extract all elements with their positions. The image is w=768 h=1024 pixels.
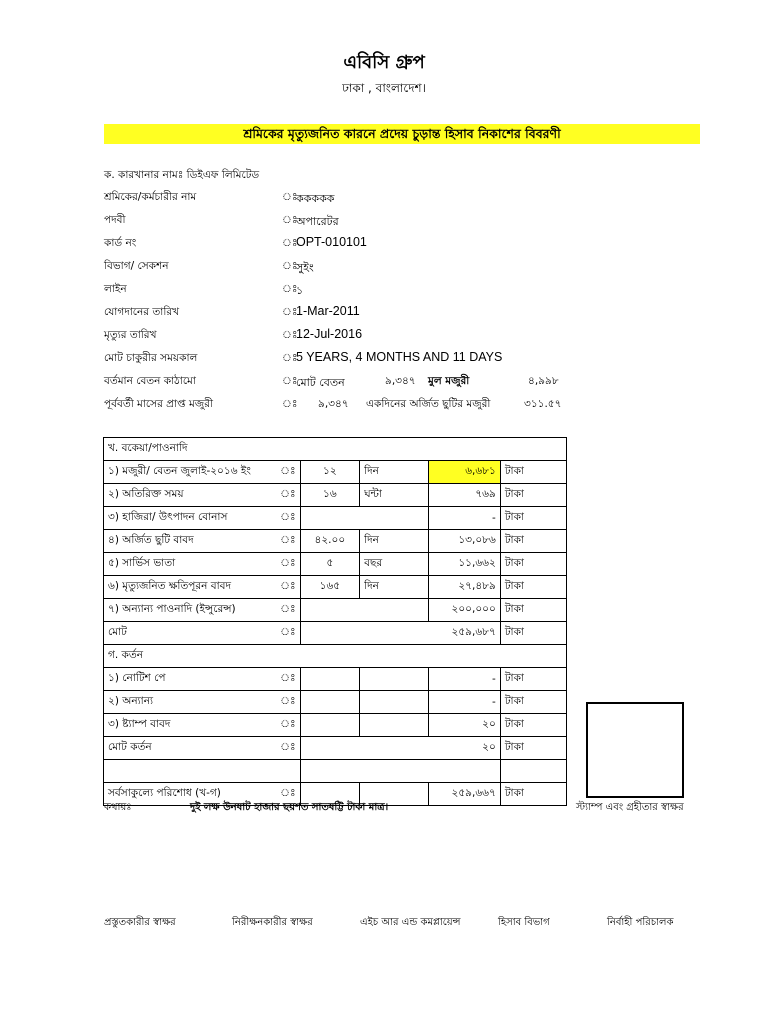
row-unit-empty — [360, 668, 429, 691]
row-label: ১) মজুরী/ বেতন জুলাই-২০১৬ ইং — [104, 461, 277, 484]
colon: ঃ — [276, 599, 300, 622]
row-amount: ৭৬৯ — [429, 484, 501, 507]
colon: ঃ — [276, 461, 300, 484]
row-unit: ঘন্টা — [360, 484, 429, 507]
row-currency: টাকা — [500, 461, 566, 484]
colon: ঃ — [276, 553, 300, 576]
colon: ঃ — [276, 484, 300, 507]
row-currency: টাকা — [500, 553, 566, 576]
net-payment-currency: টাকা — [500, 783, 566, 806]
row-qty: ৪২.০০ — [300, 530, 360, 553]
row-label: ৪) অর্জিত ছুটি বাবদ — [104, 530, 277, 553]
table-row — [104, 599, 567, 622]
colon: ঃ — [276, 622, 300, 645]
row-unit: দিন — [360, 530, 429, 553]
in-words-label: কথায়ঃ — [104, 802, 132, 813]
table-row — [104, 461, 567, 484]
row-currency: টাকা — [500, 576, 566, 599]
gross-salary-value: ৯,৩৪৭ — [385, 375, 416, 387]
table-row — [104, 553, 567, 576]
spacer-row — [104, 760, 567, 783]
row-qty-empty — [300, 668, 360, 691]
row-currency: টাকা — [500, 530, 566, 553]
row-currency: টাকা — [500, 714, 566, 737]
row-currency: টাকা — [500, 484, 566, 507]
total-currency: টাকা — [500, 622, 566, 645]
section-dues-label: খ. বকেয়া/পাওনাদি — [104, 438, 567, 461]
section-header-dues — [104, 438, 567, 461]
row-label: ৫) সার্ভিস ভাতা — [104, 553, 277, 576]
colon: ঃ — [276, 668, 300, 691]
joining-date-value: 1-Mar-2011 — [296, 304, 360, 318]
row-amount: ২০০,০০০ — [429, 599, 501, 622]
row-qty-empty — [300, 599, 429, 622]
colon: ঃ — [282, 191, 298, 203]
row-qty: ১৬ — [300, 484, 360, 507]
row-unit-empty — [360, 714, 429, 737]
row-unit: দিন — [360, 461, 429, 484]
card-no-label: কার্ড নং — [104, 237, 137, 249]
colon: ঃ — [282, 237, 298, 249]
row-qty: ১৬৫ — [300, 576, 360, 599]
row-currency: টাকা — [500, 599, 566, 622]
table-row — [104, 530, 567, 553]
total-amount: ২৫৯,৬৮৭ — [300, 622, 500, 645]
total-deduction-label: মোট কর্তন — [104, 737, 277, 760]
death-date-label: মৃত্যুর তারিখ — [104, 329, 157, 341]
spacer-cell — [500, 760, 566, 783]
daily-leave-wage-value: ৩১১.৫৭ — [524, 398, 562, 410]
signature-executive-director: নির্বাহী পরিচালক — [607, 917, 674, 928]
row-amount: ৬,৬৮১ — [429, 461, 501, 484]
total-row — [104, 622, 567, 645]
basic-salary-value: ৪,৯৯৮ — [528, 375, 559, 387]
colon: ঃ — [282, 260, 298, 272]
stamp-signature-label: স্ট্যাম্প এবং গ্রহীতার স্বাক্ষর — [576, 802, 684, 813]
signature-auditor: নিরীক্ষনকারীর স্বাক্ষর — [232, 917, 313, 928]
colon: ঃ — [282, 398, 298, 410]
row-unit: দিন — [360, 576, 429, 599]
colon: ঃ — [282, 375, 298, 387]
row-currency: টাকা — [500, 507, 566, 530]
colon: ঃ — [282, 329, 298, 341]
row-amount: ২০ — [429, 714, 501, 737]
net-payment-amount: ২৫৯,৬৬৭ — [429, 783, 501, 806]
total-deduction-currency: টাকা — [500, 737, 566, 760]
row-amount: ১৩,০৮৬ — [429, 530, 501, 553]
card-no-value: OPT-010101 — [296, 235, 367, 249]
document-banner: শ্রমিকের মৃত্যুজনিত কারনে প্রদেয় চুড়ান্ত হিসাব নিকাশের বিবরণী — [104, 124, 700, 144]
joining-date-label: যোগদানের তারিখ — [104, 306, 179, 318]
signature-hr-compliance: এইচ আর এন্ড কমপ্লায়েন্স — [360, 917, 461, 928]
section-deductions-label: গ. কর্তন — [104, 645, 567, 668]
designation-label: পদবী — [104, 214, 126, 226]
row-currency: টাকা — [500, 691, 566, 714]
table-row — [104, 507, 567, 530]
row-label: ৬) মৃত্যুজনিত ক্ষতিপূরন বাবদ — [104, 576, 277, 599]
total-deduction-row — [104, 737, 567, 760]
prev-wage-value: ৯,৩৪৭ — [318, 398, 349, 410]
line-label: লাইন — [104, 283, 127, 295]
deduction-row — [104, 714, 567, 737]
factory-name: ক. কারখানার নামঃ ডিইএফ লিমিটেড — [104, 169, 260, 181]
basic-salary-label: মুল মজুরী — [428, 375, 470, 387]
row-label: ১) নোটিশ পে — [104, 668, 277, 691]
colon: ঃ — [276, 576, 300, 599]
in-words-text: দুই লক্ষ উনষাট হাজার ছয়শত সাতষট্টি টাকা মাত্র। — [190, 802, 389, 813]
deduction-row — [104, 691, 567, 714]
settlement-table — [103, 437, 567, 806]
gross-salary-label: মোট বেতন — [296, 376, 345, 389]
section-value: সুইং — [296, 261, 314, 274]
row-unit: বছর — [360, 553, 429, 576]
line-value: ১ — [296, 284, 304, 297]
prev-wage-label: পূর্ববর্তী মাসের প্রাপ্ত মজুরী — [104, 398, 214, 410]
colon: ঃ — [276, 530, 300, 553]
company-title: এবিসি গ্রুপ — [343, 52, 425, 73]
colon: ঃ — [276, 691, 300, 714]
worker-name-label: শ্রমিকের/কর্মচারীর নাম — [104, 191, 197, 203]
row-amount: ১১,৬৬২ — [429, 553, 501, 576]
spacer-cell — [300, 760, 500, 783]
colon: ঃ — [276, 507, 300, 530]
row-qty-empty — [300, 714, 360, 737]
service-length-label: মোট চাকুরীর সময়কাল — [104, 352, 198, 364]
row-qty: ১২ — [300, 461, 360, 484]
section-label: বিভাগ/ সেকশন — [104, 260, 169, 272]
colon: ঃ — [282, 283, 298, 295]
table-row — [104, 576, 567, 599]
net-payment-label: সর্বসাকুল্যে পরিশোধ (খ-গ) — [104, 783, 277, 806]
colon: ঃ — [282, 214, 298, 226]
designation-value: অপারেটর — [296, 215, 339, 228]
row-label: ৩) ষ্ট্যাম্প বাবদ — [104, 714, 277, 737]
row-qty-empty — [300, 691, 360, 714]
row-label: ৭) অন্যান্য পাওনাদি (ইন্সুরেন্স) — [104, 599, 277, 622]
total-label: মোট — [104, 622, 277, 645]
row-label: ৩) হাজিরা/ উৎপাদন বোনাস — [104, 507, 277, 530]
death-date-value: 12-Jul-2016 — [296, 327, 363, 341]
colon: ঃ — [282, 306, 298, 318]
row-amount: - — [429, 691, 501, 714]
row-label: ২) অন্যান্য — [104, 691, 277, 714]
deduction-row — [104, 668, 567, 691]
table-row — [104, 484, 567, 507]
stamp-box — [586, 702, 684, 798]
worker-name-value: ককককক — [296, 192, 335, 205]
colon: ঃ — [282, 352, 298, 364]
section-header-deductions — [104, 645, 567, 668]
signature-accounts: হিসাব বিভাগ — [498, 917, 550, 928]
colon: ঃ — [276, 737, 300, 760]
daily-leave-wage-label: একদিনের অর্জিত ছুটির মজুরী — [366, 398, 491, 410]
row-amount: ২৭,৪৮৯ — [429, 576, 501, 599]
spacer-cell — [104, 760, 301, 783]
row-label: ২) অতিরিক্ত সময় — [104, 484, 277, 507]
colon: ঃ — [276, 783, 300, 806]
row-qty-empty — [300, 507, 429, 530]
service-length-value: 5 YEARS, 4 MONTHS AND 11 DAYS — [296, 350, 503, 364]
colon: ঃ — [276, 714, 300, 737]
total-deduction-amount: ২০ — [300, 737, 500, 760]
row-unit-empty — [360, 691, 429, 714]
signature-preparer: প্রস্তুতকারীর স্বাক্ষর — [104, 917, 176, 928]
row-amount: - — [429, 668, 501, 691]
salary-structure-label: বর্তমান বেতন কাঠামো — [104, 375, 196, 387]
row-amount: - — [429, 507, 501, 530]
row-qty: ৫ — [300, 553, 360, 576]
company-location: ঢাকা , বাংলাদেশ। — [342, 81, 426, 95]
row-currency: টাকা — [500, 668, 566, 691]
